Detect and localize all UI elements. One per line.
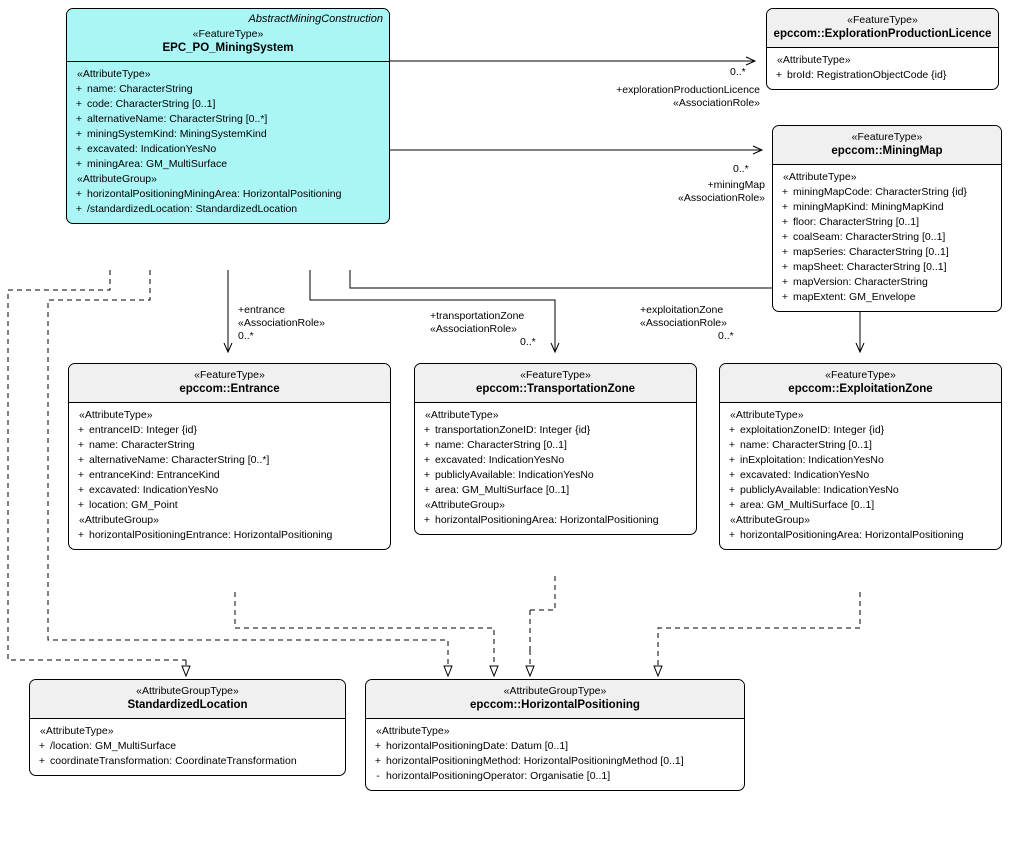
- attribute-row: [724, 498, 997, 513]
- class-name: EPC_PO_MiningSystem: [162, 42, 294, 54]
- attribute-text: mapSeries: CharacterString [0..1]: [793, 246, 949, 258]
- attribute-row: [724, 528, 997, 543]
- class-horizontal-positioning[interactable]: [365, 679, 745, 791]
- class-name: StandardizedLocation: [127, 699, 248, 711]
- class-name: epccom::Entrance: [179, 383, 280, 395]
- visibility: +: [75, 203, 83, 215]
- attribute-row: [419, 453, 692, 468]
- attribute-text: alternativeName: CharacterString [0..*]: [89, 454, 270, 466]
- attribute-row: [724, 453, 997, 468]
- attribute-text: code: CharacterString [0..1]: [87, 98, 216, 110]
- visibility: +: [781, 246, 789, 258]
- attribute-text: mapExtent: GM_Envelope: [793, 291, 916, 303]
- association-multiplicity: 0..*: [238, 330, 254, 342]
- section-label: «AttributeType»: [77, 68, 151, 80]
- visibility: +: [781, 231, 789, 243]
- attribute-text: excavated: IndicationYesNo: [87, 143, 217, 155]
- class-stereotype: «AttributeGroupType»: [503, 685, 607, 697]
- class-body: [67, 62, 389, 223]
- class-header: [720, 364, 1001, 402]
- attribute-text: name: CharacterString [0..1]: [435, 439, 567, 451]
- edge-label-mining-map: [560, 179, 765, 205]
- association-stereotype: «AssociationRole»: [673, 97, 760, 109]
- section-label: «AttributeGroup»: [425, 499, 505, 511]
- visibility: +: [77, 439, 85, 451]
- section-label: «AttributeGroup»: [77, 173, 157, 185]
- class-header: [415, 364, 696, 402]
- visibility: +: [728, 469, 736, 481]
- class-body: [415, 403, 696, 534]
- visibility: +: [423, 469, 431, 481]
- edge-multiplicity-exploration-production-licence: 0..*: [730, 66, 746, 78]
- visibility: +: [423, 439, 431, 451]
- attribute-row: [73, 483, 386, 498]
- class-stereotype: «FeatureType»: [520, 369, 591, 381]
- attribute-row: [370, 739, 740, 754]
- class-header: [69, 364, 390, 402]
- attribute-text: horizontalPositioningEntrance: HorizontalPositioning: [89, 529, 333, 541]
- class-stereotype: «FeatureType»: [194, 369, 265, 381]
- association-multiplicity: 0..*: [718, 330, 734, 342]
- attribute-text: mapSheet: CharacterString [0..1]: [793, 261, 947, 273]
- visibility: +: [374, 740, 382, 752]
- attribute-row: [73, 438, 386, 453]
- section-label: «AttributeType»: [777, 54, 851, 66]
- attribute-text: mapVersion: CharacterString: [793, 276, 928, 288]
- edge-label-transportation-zone: [430, 310, 536, 349]
- attribute-row: [777, 185, 997, 200]
- attribute-row: [777, 260, 997, 275]
- attribute-text: exploitationZoneID: Integer {id}: [740, 424, 885, 436]
- class-body: [773, 165, 1001, 311]
- attribute-text: alternativeName: CharacterString [0..*]: [87, 113, 268, 125]
- attribute-row: [771, 68, 994, 83]
- visibility: +: [38, 740, 46, 752]
- attribute-text: horizontalPositioningDate: Datum [0..1]: [386, 740, 569, 752]
- attribute-text: publiclyAvailable: IndicationYesNo: [740, 484, 899, 496]
- class-body: [69, 403, 390, 549]
- abstract-stereotype-label: AbstractMiningConstruction: [248, 13, 383, 25]
- class-epc-po-miningsystem[interactable]: [66, 8, 390, 224]
- association-multiplicity: 0..*: [520, 336, 536, 348]
- visibility: +: [423, 454, 431, 466]
- attribute-text: name: CharacterString: [87, 83, 193, 95]
- attribute-text: horizontalPositioningMiningArea: HorizontalPositioning: [87, 188, 342, 200]
- association-stereotype: «AssociationRole»: [430, 323, 517, 335]
- association-role-name: +exploitationZone: [640, 304, 724, 316]
- attribute-row: [71, 97, 385, 112]
- attribute-text: inExploitation: IndicationYesNo: [740, 454, 884, 466]
- class-name: epccom::TransportationZone: [475, 383, 636, 395]
- attribute-row: [419, 423, 692, 438]
- visibility: +: [775, 69, 783, 81]
- visibility: -: [376, 770, 380, 782]
- attribute-row: [777, 230, 997, 245]
- attribute-row: [419, 468, 692, 483]
- attribute-text: horizontalPositioningOperator: Organisatie [0..1]: [386, 770, 611, 782]
- visibility: +: [728, 454, 736, 466]
- attribute-row: [34, 754, 341, 769]
- class-header: [366, 680, 744, 718]
- attribute-row: [370, 769, 740, 784]
- attribute-row: [34, 739, 341, 754]
- class-body: [720, 403, 1001, 549]
- attribute-row: [71, 112, 385, 127]
- visibility: +: [374, 755, 382, 767]
- attribute-text: broId: RegistrationObjectCode {id}: [787, 69, 947, 81]
- attribute-text: horizontalPositioningMethod: HorizontalPositioningMethod [0..1]: [386, 755, 684, 767]
- visibility: +: [77, 484, 85, 496]
- association-stereotype: «AssociationRole»: [238, 317, 325, 329]
- visibility: +: [781, 261, 789, 273]
- attribute-text: miningMapCode: CharacterString {id}: [793, 186, 967, 198]
- attribute-row: [777, 290, 997, 305]
- attribute-row: [71, 202, 385, 217]
- section-label: «AttributeType»: [783, 171, 857, 183]
- class-header: [67, 9, 389, 61]
- class-body: [366, 719, 744, 790]
- section-label: «AttributeGroup»: [730, 514, 810, 526]
- attribute-row: [370, 754, 740, 769]
- attribute-text: miningMapKind: MiningMapKind: [793, 201, 944, 213]
- class-header: [767, 9, 998, 47]
- attribute-row: [419, 513, 692, 528]
- attribute-text: coalSeam: CharacterString [0..1]: [793, 231, 946, 243]
- visibility: +: [728, 439, 736, 451]
- visibility: +: [38, 755, 46, 767]
- attribute-row: [419, 483, 692, 498]
- attribute-row: [71, 157, 385, 172]
- visibility: +: [77, 499, 85, 511]
- visibility: +: [75, 113, 83, 125]
- class-body: [30, 719, 345, 775]
- attribute-text: publiclyAvailable: IndicationYesNo: [435, 469, 594, 481]
- attribute-row: [71, 127, 385, 142]
- class-stereotype: «FeatureType»: [825, 369, 896, 381]
- attribute-text: horizontalPositioningArea: HorizontalPositioning: [740, 529, 964, 541]
- attribute-text: /location: GM_MultiSurface: [50, 740, 177, 752]
- attribute-row: [419, 438, 692, 453]
- attribute-text: horizontalPositioningArea: HorizontalPositioning: [435, 514, 659, 526]
- attribute-text: /standardizedLocation: StandardizedLocation: [87, 203, 298, 215]
- class-standardized-location[interactable]: [29, 679, 346, 776]
- class-stereotype: «AttributeGroupType»: [136, 685, 239, 697]
- attribute-row: [777, 200, 997, 215]
- class-exploration-production-licence[interactable]: [766, 8, 999, 90]
- section-label: «AttributeType»: [376, 725, 450, 737]
- attribute-text: area: GM_MultiSurface [0..1]: [435, 484, 570, 496]
- attribute-text: name: CharacterString [0..1]: [740, 439, 872, 451]
- attribute-text: excavated: IndicationYesNo: [740, 469, 870, 481]
- attribute-row: [724, 483, 997, 498]
- edge-label-exploration-production-licence: [520, 84, 760, 110]
- section-label: «AttributeType»: [40, 725, 114, 737]
- attribute-text: transportationZoneID: Integer {id}: [435, 424, 591, 436]
- visibility: +: [77, 529, 85, 541]
- visibility: +: [77, 424, 85, 436]
- visibility: +: [75, 128, 83, 140]
- visibility: +: [728, 499, 736, 511]
- class-stereotype: «FeatureType»: [192, 28, 264, 40]
- association-stereotype: «AssociationRole»: [678, 192, 765, 204]
- visibility: +: [781, 291, 789, 303]
- visibility: +: [728, 424, 736, 436]
- edge-multiplicity-mining-map: 0..*: [733, 163, 749, 175]
- class-transportation-zone[interactable]: [414, 363, 697, 535]
- attribute-text: area: GM_MultiSurface [0..1]: [740, 499, 875, 511]
- section-label: «AttributeGroup»: [79, 514, 159, 526]
- attribute-row: [73, 468, 386, 483]
- class-entrance[interactable]: [68, 363, 391, 550]
- attribute-row: [724, 423, 997, 438]
- attribute-text: name: CharacterString: [89, 439, 195, 451]
- attribute-row: [73, 498, 386, 513]
- class-mining-map[interactable]: [772, 125, 1002, 312]
- attribute-row: [73, 528, 386, 543]
- attribute-text: entranceKind: EntranceKind: [89, 469, 220, 481]
- attribute-text: coordinateTransformation: CoordinateTransformation: [50, 755, 297, 767]
- visibility: +: [75, 158, 83, 170]
- visibility: +: [728, 529, 736, 541]
- visibility: +: [75, 83, 83, 95]
- association-role-name: +explorationProductionLicence: [616, 84, 760, 96]
- class-stereotype: «FeatureType»: [851, 131, 923, 143]
- attribute-row: [71, 82, 385, 97]
- association-role-name: +miningMap: [707, 179, 765, 191]
- association-role-name: +entrance: [238, 304, 285, 316]
- section-label: «AttributeType»: [425, 409, 499, 421]
- section-label: «AttributeType»: [79, 409, 153, 421]
- attribute-row: [777, 215, 997, 230]
- attribute-row: [724, 438, 997, 453]
- visibility: +: [423, 424, 431, 436]
- visibility: +: [728, 484, 736, 496]
- attribute-text: floor: CharacterString [0..1]: [793, 216, 920, 228]
- visibility: +: [781, 186, 789, 198]
- attribute-text: excavated: IndicationYesNo: [89, 484, 219, 496]
- visibility: +: [77, 454, 85, 466]
- visibility: +: [781, 216, 789, 228]
- class-header: [30, 680, 345, 718]
- visibility: +: [781, 276, 789, 288]
- class-name: epccom::HorizontalPositioning: [470, 699, 640, 711]
- class-header: [773, 126, 1001, 164]
- attribute-row: [777, 245, 997, 260]
- visibility: +: [75, 188, 83, 200]
- class-name: epccom::ExplorationProductionLicence: [773, 28, 992, 40]
- attribute-text: location: GM_Point: [89, 499, 178, 511]
- visibility: +: [77, 469, 85, 481]
- association-stereotype: «AssociationRole»: [640, 317, 727, 329]
- class-body: [767, 48, 998, 89]
- attribute-text: miningSystemKind: MiningSystemKind: [87, 128, 267, 140]
- visibility: +: [423, 484, 431, 496]
- attribute-text: miningArea: GM_MultiSurface: [87, 158, 228, 170]
- visibility: +: [75, 143, 83, 155]
- class-exploitation-zone[interactable]: [719, 363, 1002, 550]
- attribute-row: [777, 275, 997, 290]
- attribute-text: excavated: IndicationYesNo: [435, 454, 565, 466]
- attribute-row: [73, 453, 386, 468]
- class-name: epccom::ExploitationZone: [788, 383, 933, 395]
- association-role-name: +transportationZone: [430, 310, 525, 322]
- visibility: +: [423, 514, 431, 526]
- attribute-text: entranceID: Integer {id}: [89, 424, 197, 436]
- section-label: «AttributeType»: [730, 409, 804, 421]
- attribute-row: [73, 423, 386, 438]
- visibility: +: [781, 201, 789, 213]
- visibility: +: [75, 98, 83, 110]
- edge-label-exploitation-zone: [640, 304, 734, 343]
- attribute-row: [724, 468, 997, 483]
- attribute-row: [71, 187, 385, 202]
- attribute-row: [71, 142, 385, 157]
- class-stereotype: «FeatureType»: [847, 14, 918, 26]
- class-name: epccom::MiningMap: [831, 145, 943, 157]
- edge-label-entrance: [238, 304, 325, 343]
